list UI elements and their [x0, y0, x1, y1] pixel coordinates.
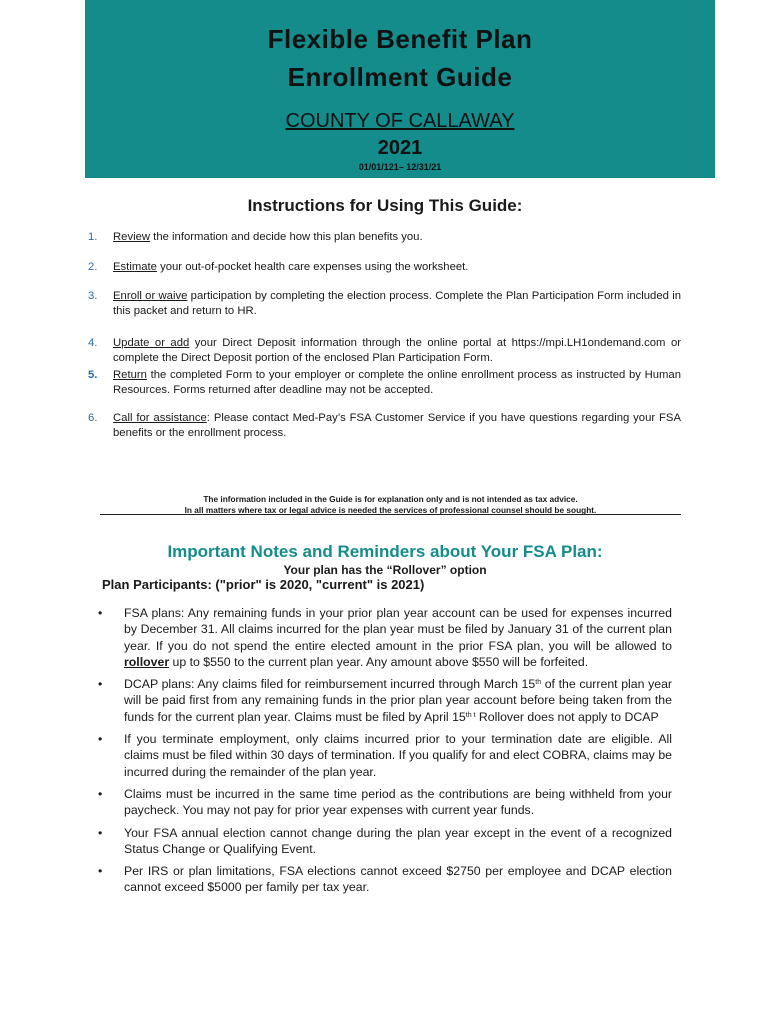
- county-name: COUNTY OF CALLAWAY: [285, 110, 515, 132]
- note-text: DCAP plans: Any claims filed for reimbursement incurred through March 15: [124, 677, 536, 692]
- item-number: 1.: [88, 231, 98, 243]
- note-text: Claims must be incurred in the same time period as the contributions are being withheld from your paycheck. You may not pay for prior year expenses with current year funds.: [124, 786, 672, 818]
- plan-year: 2021: [377, 137, 423, 159]
- instruction-item: [88, 368, 681, 397]
- disclaimer-line-1: The information included in the Guide is for explanation only and is not intended as tax advice.: [203, 494, 578, 504]
- note-item: [96, 605, 672, 670]
- notes-title: Important Notes and Reminders about Your FSA Plan:: [167, 542, 603, 561]
- rollover-note: Your plan has the “Rollover” option: [283, 563, 487, 577]
- item-lead: Update or add: [113, 337, 190, 349]
- bullet-icon: •: [98, 677, 103, 692]
- item-number: 4.: [88, 337, 98, 349]
- note-text: Your FSA annual election cannot change during the plan year except in the event of a recognized Status Change or Qualifying Event.: [124, 825, 672, 856]
- superscript: th t: [465, 711, 476, 719]
- item-number: 2.: [88, 260, 98, 273]
- item-text: participation by completing the election process. Complete the Plan Participation Form included in this packet and return to HR.: [113, 290, 681, 317]
- item-text: : Please contact Med-Pay’s FSA Customer Service if you have questions regarding your FSA benefits or the enrollment process.: [113, 412, 681, 439]
- title-banner: [85, 0, 715, 178]
- note-text: FSA plans: Any remaining funds in your prior plan year account can be used for expenses incurred by December 31. All claims incurred for the plan year must be filed by January 31 of the current plan year. If you do not spend the entire elected amount in the prior FSA plan, you will be allowed to: [124, 606, 672, 653]
- instruction-item: [88, 411, 681, 440]
- bullet-icon: •: [98, 606, 103, 620]
- bullet-icon: •: [98, 864, 103, 879]
- instruction-item: [88, 230, 681, 245]
- disclaimer: [100, 494, 681, 516]
- item-number: 5.: [88, 369, 98, 381]
- item-text: the information and decide how this plan benefits you.: [150, 231, 423, 243]
- title-line-1: Flexible Benefit Plan: [267, 24, 533, 54]
- item-text: the completed Form to your employer or complete the online enrollment process as instructed by Human Resources. Forms returned after deadline may not be accepted.: [113, 369, 681, 396]
- date-range: 01/01/121– 12/31/21: [358, 162, 442, 172]
- bullet-icon: •: [98, 786, 103, 801]
- instruction-item: [88, 289, 681, 318]
- disclaimer-line-2: In all matters where tax or legal advice is needed the services of professional counsel should be sought.: [184, 505, 597, 515]
- item-text: your out-of-pocket health care expenses using the worksheet.: [156, 260, 469, 273]
- plan-participants-heading: Plan Participants: ("prior" is 2020, "current" is 2021): [102, 577, 425, 592]
- superscript: th: [535, 679, 542, 687]
- item-lead: Call for assistance: [113, 412, 207, 424]
- rollover-emphasis: rollover: [124, 654, 170, 669]
- note-item: [96, 825, 672, 858]
- item-lead: Estimate: [113, 260, 157, 273]
- note-item: [96, 731, 672, 780]
- item-number: 6.: [88, 412, 98, 424]
- note-item: [96, 863, 672, 896]
- instructions-title: Instructions for Using This Guide:: [247, 196, 523, 215]
- note-item: [96, 676, 672, 725]
- instructions-list: [88, 230, 681, 440]
- note-text: If you terminate employment, only claims incurred prior to your termination date are eligible. All claims must be filed within 30 days of termination. If you qualify for and elect COBRA, claims may be incurred during the remainder of the plan year.: [124, 732, 672, 779]
- bullet-icon: •: [98, 825, 103, 840]
- title-line-2: Enrollment Guide: [287, 62, 513, 92]
- instruction-item: [88, 336, 681, 365]
- item-number: 3.: [88, 290, 98, 302]
- instruction-item: [88, 260, 681, 275]
- note-text: Per IRS or plan limitations, FSA elections cannot exceed $2750 per employee and DCAP election cannot exceed $5000 per family per tax year.: [124, 864, 672, 895]
- item-lead: Review: [113, 231, 151, 243]
- item-lead: Enroll or waive: [113, 290, 188, 302]
- note-item: [96, 786, 672, 819]
- bullet-icon: •: [98, 732, 103, 747]
- note-text: up to $550 to the current plan year. Any amount above $550 will be forfeited.: [169, 654, 589, 669]
- notes-list: [96, 605, 672, 902]
- item-lead: Return: [113, 369, 147, 381]
- note-text: of the current plan year will be paid first from any remaining funds in the prior plan year account before being taken from the funds for the current plan year. Claims must be filed by April 15: [124, 677, 673, 724]
- note-text: Rollover does not apply to DCAP: [475, 709, 659, 724]
- divider: [100, 514, 681, 515]
- item-text: your Direct Deposit information through the online portal at https://mpi.LH1ondemand.com or complete the Direct Deposit portion of the enclosed Plan Participation Form.: [113, 337, 681, 364]
